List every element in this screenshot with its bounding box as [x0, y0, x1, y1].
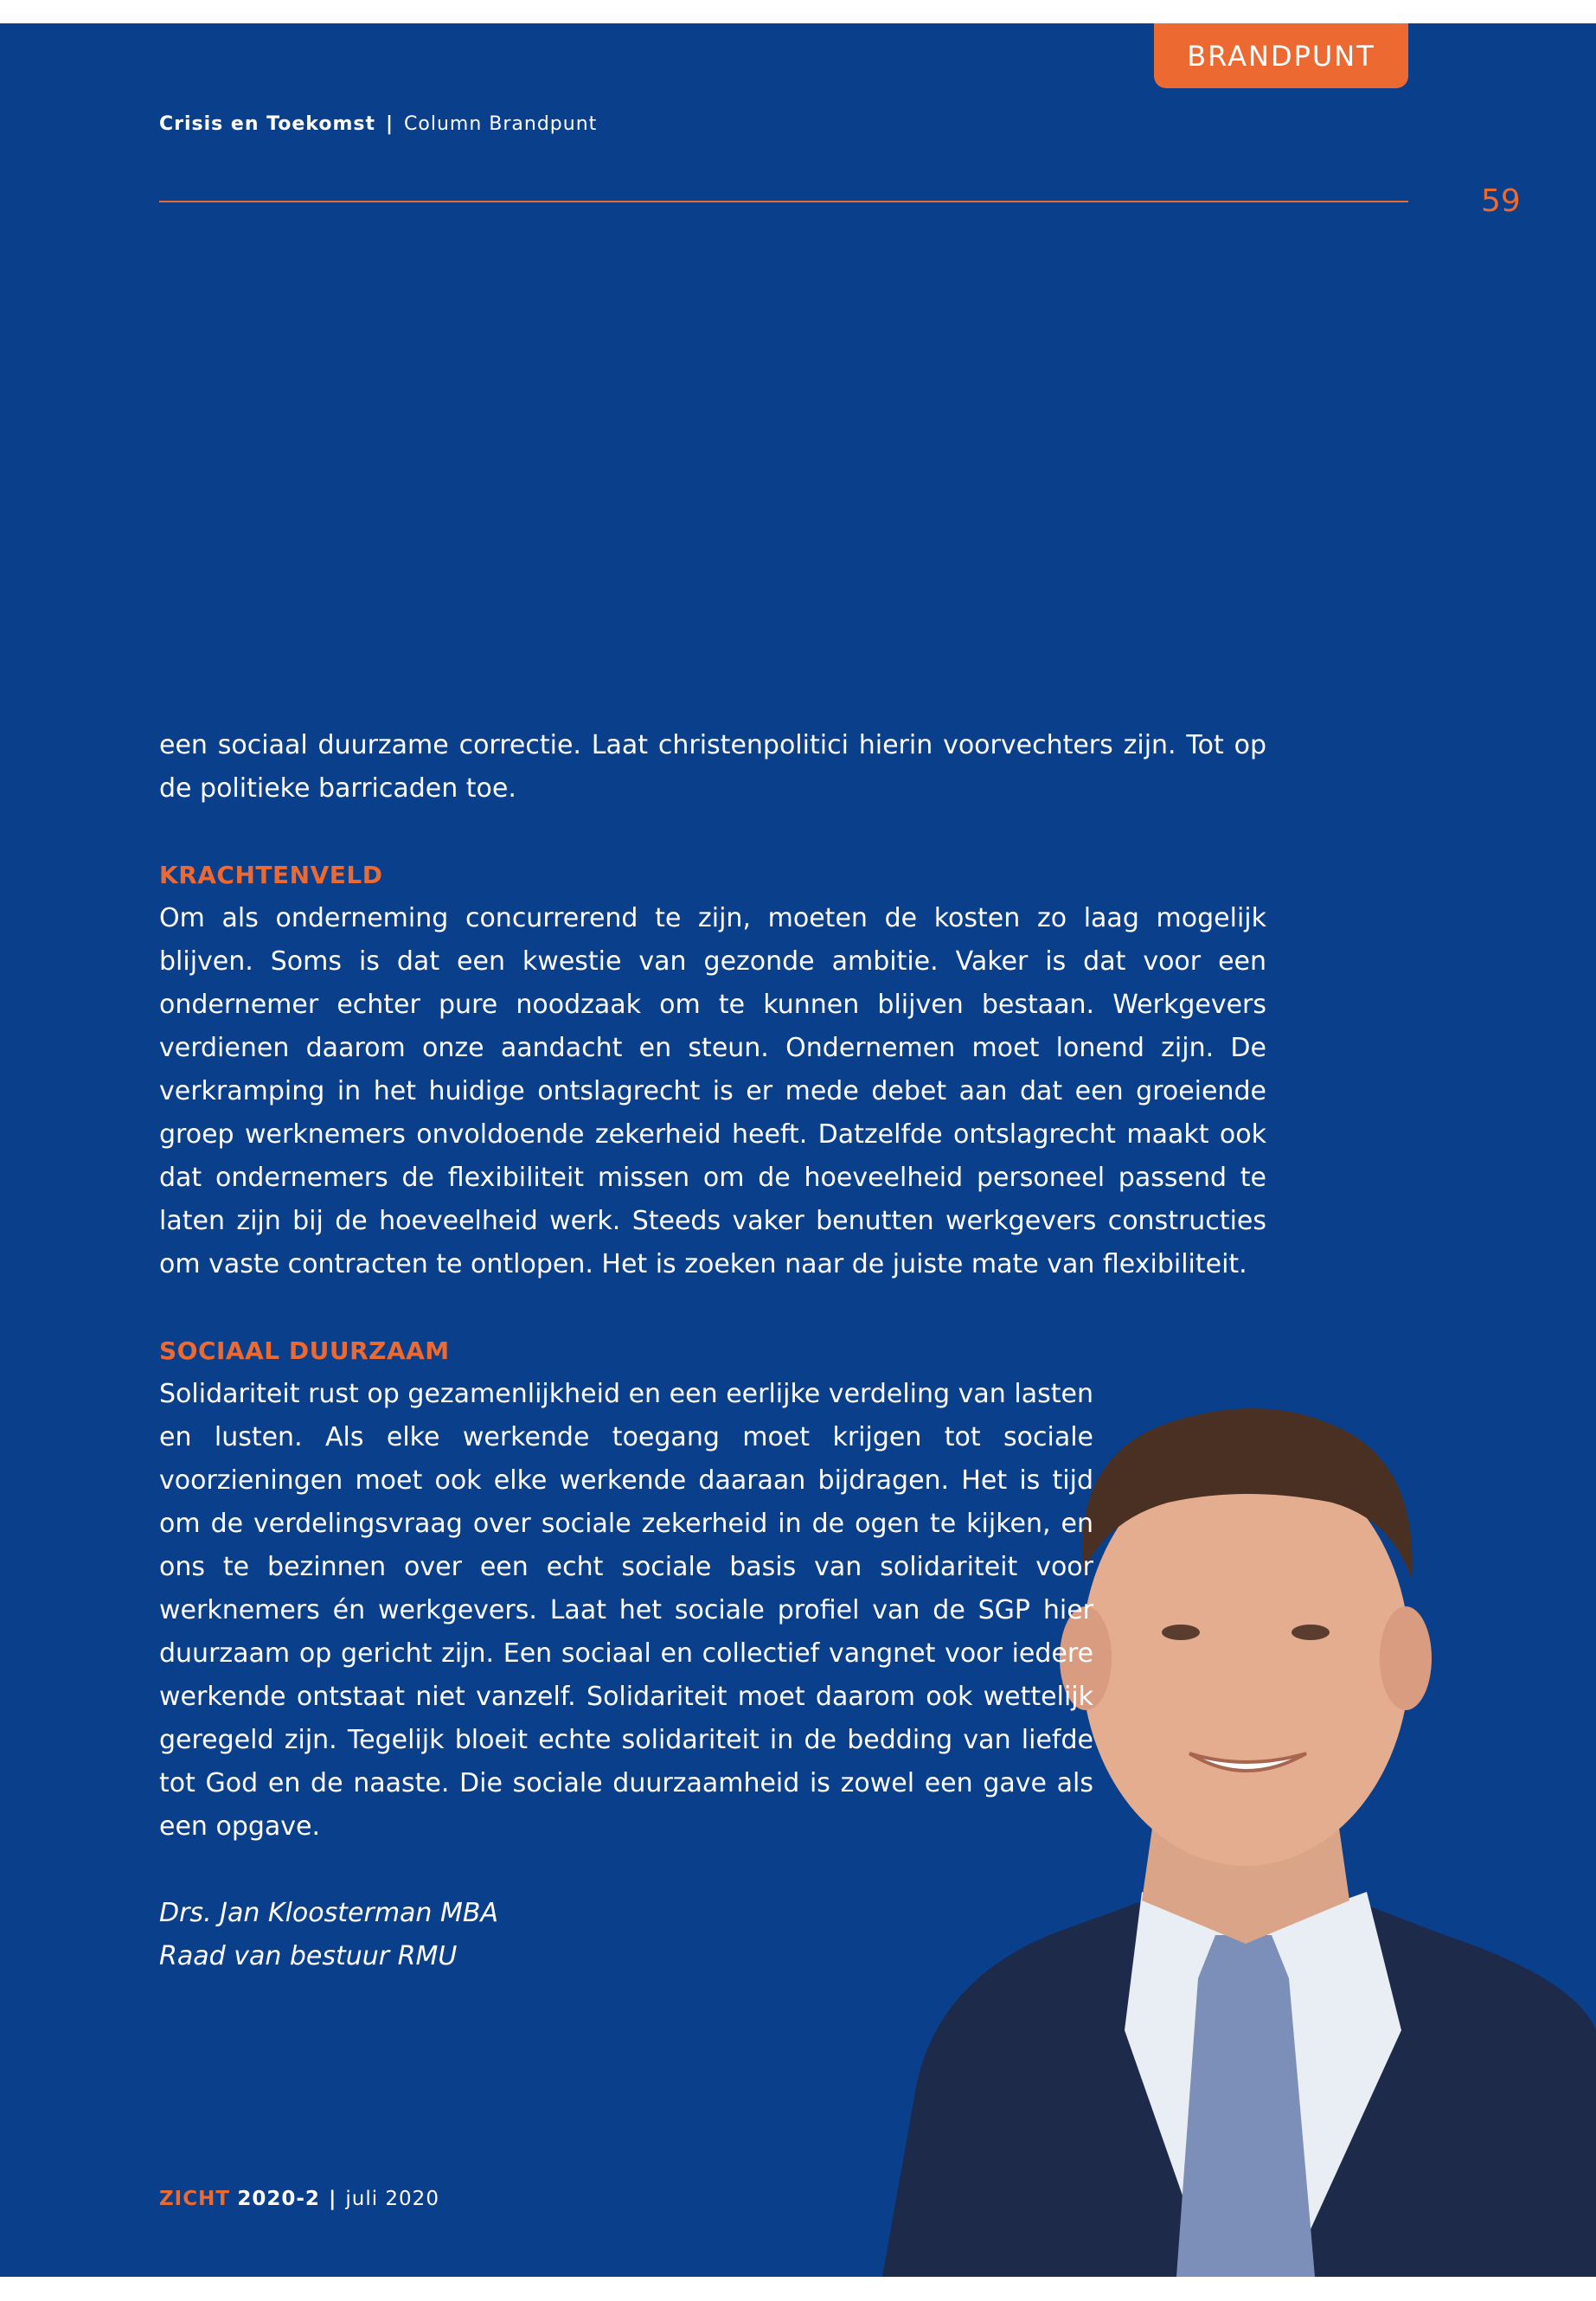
portrait-eye-right: [1292, 1625, 1330, 1640]
section-body-krachtenveld: Om als onderneming concurrerend te zijn, moeten de kosten zo laag mogelijk blijven. Soms is dat een kwestie van gezonde ambitie. Vaker is dat voor een ondernemer echter pure noodzaak om te kunnen blijven bestaan. Werkgevers verdienen daarom onze aandacht en steun. Ondernemen moet lonend zijn. De verkramping in het huidige ontslagrecht is er mede debet aan dat een groeiende groep werknemers onvoldoende zekerheid heeft. Datzelfde ontslagrecht maakt ook dat ondernemers de flexibiliteit missen om de hoeveelheid personeel passend te laten zijn bij de hoeveelheid werk. Steeds vaker benutten werkgevers constructies om vaste contracten te ontlopen. Het is zoeken naar de juiste mate van flexibiliteit.: [159, 903, 1266, 1279]
page-number: 59: [1481, 183, 1521, 219]
breadcrumb-primary: Crisis en Toekomst: [159, 113, 375, 135]
author-name: Drs. Jan Kloosterman MBA: [159, 1898, 498, 1928]
intro-paragraph: een sociaal duurzame correctie. Laat christenpolitici hierin voorvechters zijn. Tot op de politieke barricaden toe.: [159, 730, 1266, 804]
section-tab: [1154, 23, 1408, 88]
breadcrumb: [159, 113, 597, 135]
breadcrumb-separator: |: [385, 113, 394, 135]
footer-magazine: ZICHT: [159, 2188, 231, 2210]
portrait-ear-right: [1380, 1606, 1432, 1710]
header-divider: [159, 201, 1408, 202]
section-body-sociaal-duurzaam: Solidariteit rust op gezamenlijkheid en een eerlijke verdeling van lasten en lusten. Als elke werkende toegang moet krijgen tot sociale voorzieningen moet ook elke werkende daaraan bijdragen. Het is tijd om de verdelingsvraag over sociale zekerheid in de ogen te kijken, en ons te bezinnen over een echt sociale basis van solidariteit voor werknemers én werkgevers. Laat het sociale profiel van de SGP hier duurzaam op gericht zijn. Een sociaal en collectief vangnet voor iedere werkende ontstaat niet vanzelf. Solidariteit moet daarom ook wettelijk geregeld zijn. Tegelijk bloeit echte solidariteit in de bedding van liefde tot God en de naaste. Die sociale duurzaamheid is zowel een gave als een opgave.: [159, 1379, 1093, 1842]
breadcrumb-secondary: Column Brandpunt: [404, 113, 598, 135]
section-heading-sociaal-duurzaam: SOCIAAL DUURZAAM: [159, 1336, 450, 1365]
author-role: Raad van bestuur RMU: [159, 1941, 458, 1971]
article-body: [159, 724, 1266, 1978]
page-background: [0, 23, 1596, 2277]
section-tab-label: BRANDPUNT: [1187, 39, 1375, 73]
footer-issue: 2020-2: [237, 2188, 320, 2210]
footer-date: juli 2020: [345, 2188, 439, 2210]
footer-separator: |: [328, 2188, 337, 2210]
footer: [159, 2188, 439, 2210]
section-heading-krachtenveld: KRACHTENVELD: [159, 861, 383, 889]
